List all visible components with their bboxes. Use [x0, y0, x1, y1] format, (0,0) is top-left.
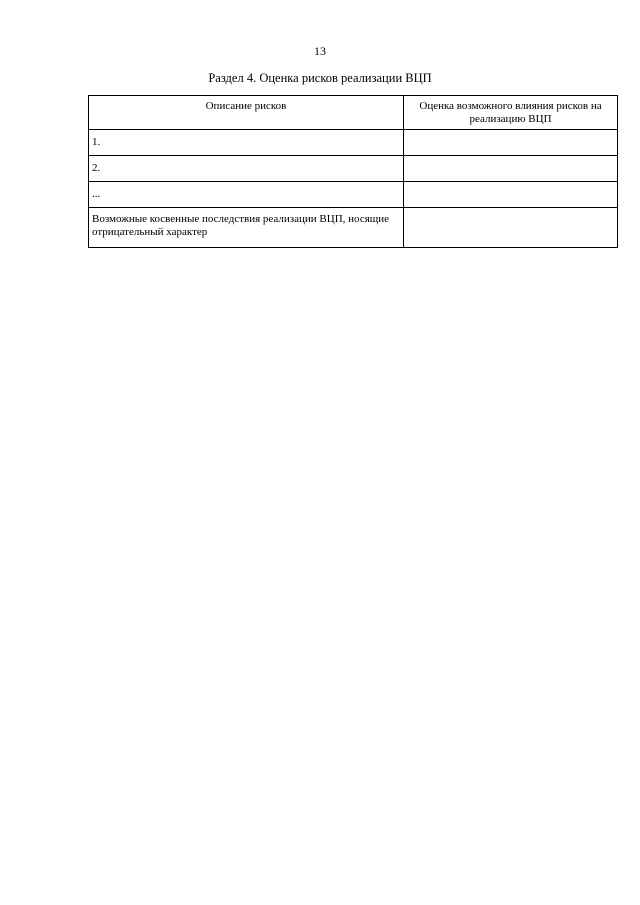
risk-description-cell: 1.	[89, 130, 404, 156]
risk-description-cell: Возможные косвенные последствия реализации ВЦП, носящие отрицательный характер	[89, 208, 404, 248]
table-row	[89, 182, 618, 208]
risk-description-cell: ...	[89, 182, 404, 208]
risk-impact-cell	[404, 208, 618, 248]
page-number: 13	[314, 44, 326, 58]
header-risk-impact: Оценка возможного влияния рисков на реализацию ВЦП	[404, 96, 618, 130]
risk-impact-cell	[404, 130, 618, 156]
risk-description-cell: 2.	[89, 156, 404, 182]
risk-impact-cell	[404, 182, 618, 208]
risk-assessment-table	[88, 95, 618, 248]
table-row	[89, 130, 618, 156]
table-row	[89, 208, 618, 248]
table-row	[89, 156, 618, 182]
table-header-row	[89, 96, 618, 130]
section-title: Раздел 4. Оценка рисков реализации ВЦП	[208, 71, 432, 85]
header-risk-description: Описание рисков	[89, 96, 404, 130]
risk-impact-cell	[404, 156, 618, 182]
